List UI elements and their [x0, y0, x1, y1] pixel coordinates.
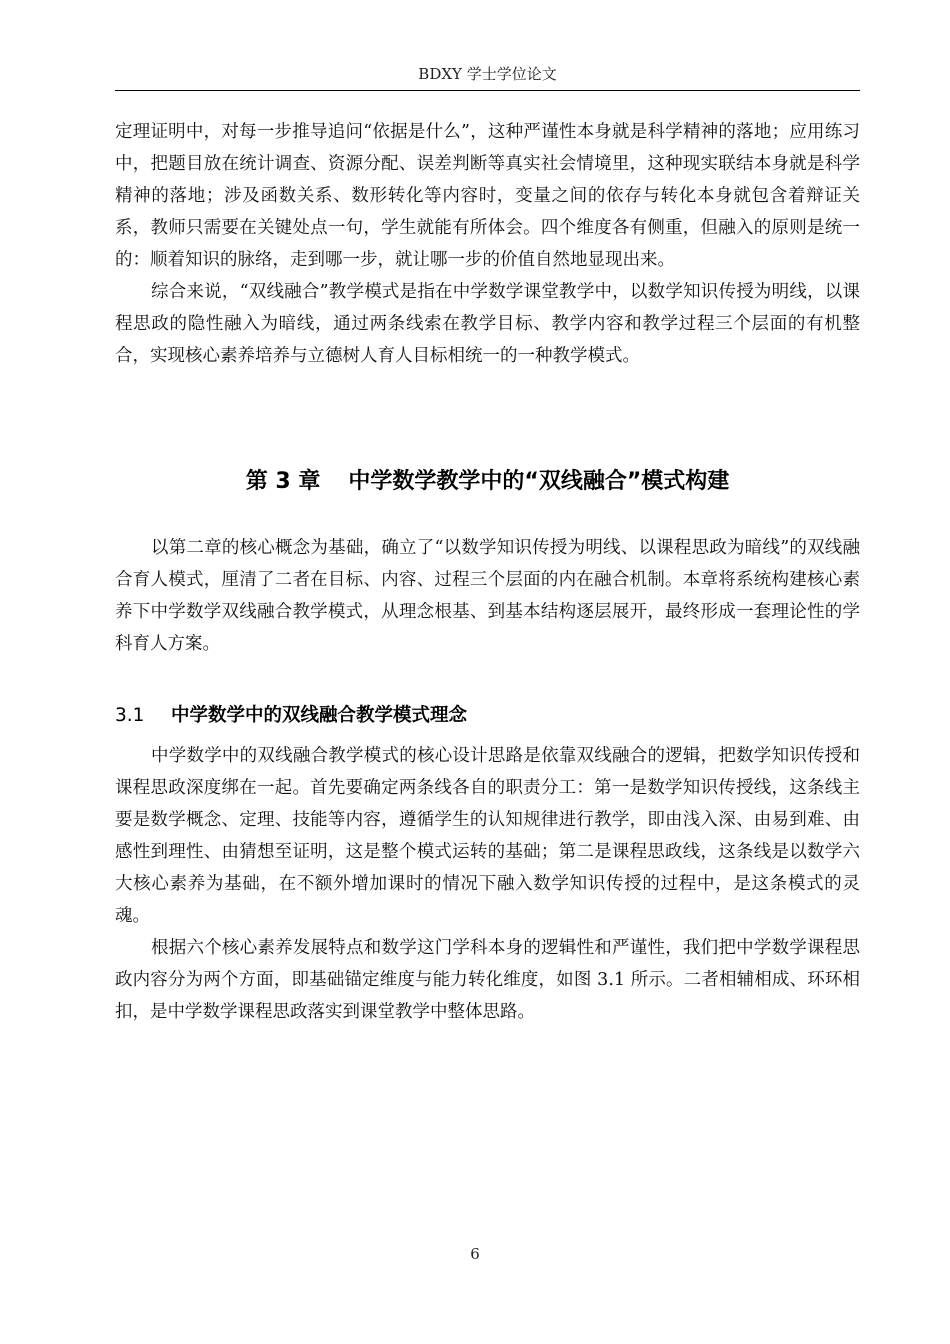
section-number: 3.1 — [115, 705, 145, 726]
page-number: 6 — [470, 1245, 480, 1263]
continued-text-block — [115, 116, 860, 372]
chapter-number: 第 3 章 — [245, 469, 321, 494]
paragraph: 中学数学中的双线融合教学模式的核心设计思路是依靠双线融合的逻辑，把数学知识传授和课程思政深度绑在一起。首先要确定两条线各自的职责分工：第一是数学知识传授线，这条线主要是数学概念、定理、技能等内容，遵循学生的认知规律进行教学，即由浅入深、由易到难、由感性到理性、由猜想至证明，这是整个模式运转的基础；第二是课程思政线，这条线是以数学六大核心素养为基础，在不额外增加课时的情况下融入数学知识传授的过程中，是这条模式的灵魂。 — [115, 746, 860, 926]
section-text-block — [115, 740, 860, 1028]
paragraph: 综合来说，“双线融合”教学模式是指在中学数学课堂教学中，以数学知识传授为明线，以课程思政的隐性融入为暗线，通过两条线索在教学目标、教学内容和教学过程三个层面的有机整合，实现核心素养培养与立德树人育人目标相统一的一种教学模式。 — [115, 282, 860, 366]
running-header: BDXY 学士学位论文 — [115, 62, 860, 91]
paragraph: 定理证明中，对每一步推导追问“依据是什么”，这种严谨性本身就是科学精神的落地；应用练习中，把题目放在统计调查、资源分配、误差判断等真实社会情境里，这种现实联结本身就是科学精神的落地；涉及函数关系、数形转化等内容时，变量之间的依存与转化本身就包含着辩证关系，教师只需要在关键处点一句，学生就能有所体会。四个维度各有侧重，但融入的原则是统一的：顺着知识的脉络，走到哪一步，就让哪一步的价值自然地显现出来。 — [115, 122, 860, 270]
section-title: 中学数学中的双线融合教学模式理念 — [171, 705, 468, 726]
chapter-title: 中学数学教学中的“双线融合”模式构建 — [348, 469, 730, 494]
paragraph: 以第二章的核心概念为基础，确立了“以数学知识传授为明线、以课程思政为暗线”的双线融合育人模式，厘清了二者在目标、内容、过程三个层面的内在融合机制。本章将系统构建核心素养下中学数学双线融合教学模式，从理念根基、到基本结构逐层展开，最终形成一套理论性的学科育人方案。 — [115, 538, 860, 654]
chapter-intro-block — [115, 532, 860, 660]
paragraph: 根据六个核心素养发展特点和数学这门学科本身的逻辑性和严谨性，我们把中学数学课程思政内容分为两个方面，即基础锚定维度与能力转化维度，如图 3.1 所示。二者相辅相成、环环相扣，是中学数学课程思政落实到课堂教学中整体思路。 — [115, 938, 860, 1022]
section-heading — [115, 701, 860, 731]
chapter-heading — [115, 464, 860, 500]
